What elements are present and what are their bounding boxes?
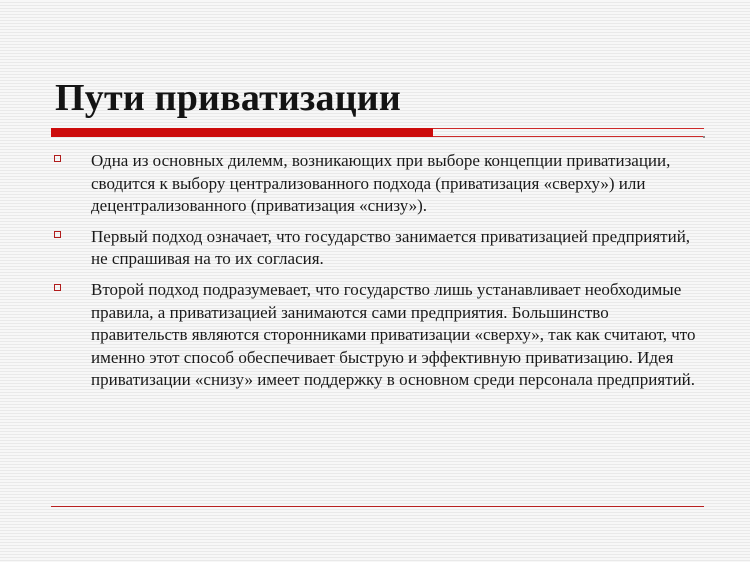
bullet-item <box>52 279 702 392</box>
title-underline-thin-lower <box>433 136 704 137</box>
bullet-list <box>52 150 702 400</box>
title-underline-thin-upper <box>433 128 704 129</box>
bullet-item <box>52 226 702 271</box>
hollow-square-bullet-icon <box>54 284 61 291</box>
slide-title: Пути приватизации <box>55 77 401 119</box>
hollow-square-bullet-icon <box>54 231 61 238</box>
hollow-square-bullet-icon <box>54 155 61 162</box>
footer-divider <box>51 506 704 507</box>
decorative-dot <box>703 136 705 138</box>
bullet-text: Первый подход означает, что государство занимается приватизацией предприятий, не спрашивая на то их согласия. <box>91 226 691 269</box>
title-underline-thick <box>51 128 433 137</box>
bullet-item <box>52 150 702 218</box>
bullet-text: Одна из основных дилемм, возникающих при выборе концепции приватизации, сводится к выбору централизованного подхода (приватизация «сверху») или децентрализованного (приватизация «снизу»). <box>91 151 671 216</box>
bullet-text: Второй подход подразумевает, что государство лишь устанавливает необходимые правила, а приватизацией занимаются сами предприятия. Большинство правительств являются сторонниками приватизации «сверху», так как считают, что именно этот способ обеспечивает быструю и эффективную приватизацию. Идея приватизации «снизу» имеет поддержку в основном среди персонала предприятий. <box>91 279 696 390</box>
